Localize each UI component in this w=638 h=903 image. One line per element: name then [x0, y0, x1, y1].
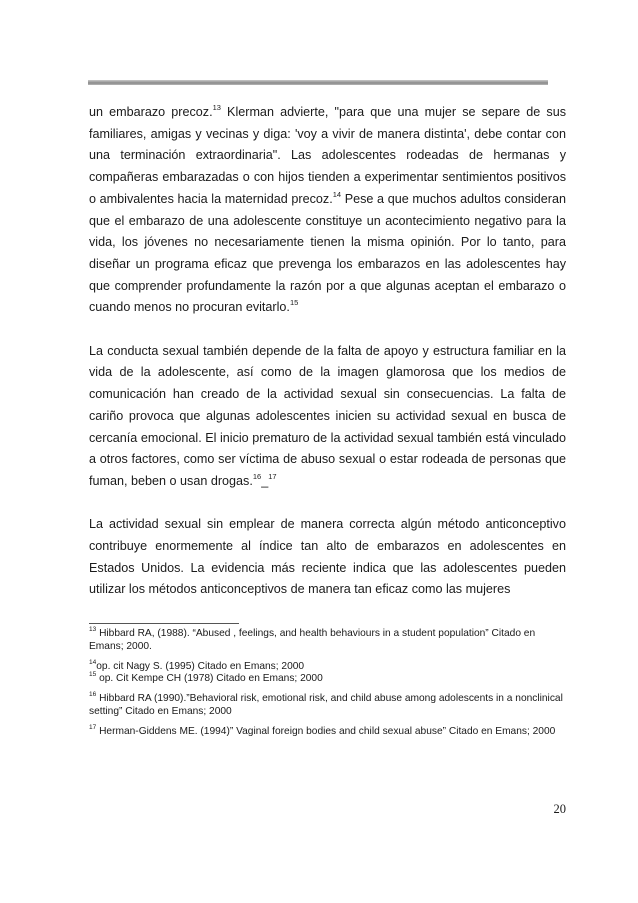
paragraph-text: La actividad sexual sin emplear de manera correcta algún método anticonceptivo contribuye enormemente al índice tan alto de embarazos en adolescentes en Estados Unidos. La evidencia más reciente indica que las adolescentes pueden utilizar los métodos anticonceptivos de manera tan eficaz como las mujeres	[89, 517, 566, 597]
footnote-number: 16	[89, 691, 97, 699]
footnote	[89, 723, 566, 739]
footnote	[89, 628, 566, 654]
footnote	[89, 658, 566, 674]
footnote-number: 17	[89, 723, 97, 731]
footnote-ref: 13	[212, 103, 221, 112]
footnote-number: 14	[89, 658, 97, 666]
paragraph-text: La conducta sexual también depende de la falta de apoyo y estructura familiar en la vida de la adolescente, así como de la imagen glamorosa que los medios de comunicación han creado de la actividad sexual sin consecuencias. La falta de cariño provoca que algunas adolescentes inicien su actividad sexual en busca de cercanía emocional. El inicio prematuro de la actividad sexual también está vinculado a otros factores, como ser víctima de abuso sexual o estar rodeada de personas que fuman, beben o usan drogas.	[89, 343, 566, 488]
paragraph	[89, 341, 566, 493]
footnote	[89, 693, 566, 719]
footnote-number: 15	[89, 671, 97, 679]
footnote-number: 13	[89, 626, 97, 633]
paragraph-text: Klerman advierte, "para que una mujer se separe de sus familiares, amigas y vecinas y diga: 'voy a vivir de manera distinta', debe contar con una terminación extraordinaria". Las adolescentes rodeadas de hermanas y compañeras embarazadas o con hijos tienden a experimentar sentimientos positivos o ambivalentes hacia la maternidad precoz.	[89, 105, 567, 206]
footnote-text: op. cit Nagy S. (1995) Citado en Emans; 2000	[96, 660, 305, 672]
footnote-text: Hibbard RA, (1988). “Abused , feelings, and health behaviours in a student population” Citado en Emans; 2000.	[89, 628, 536, 652]
footnote	[89, 673, 566, 686]
footnote-ref: 16	[252, 471, 262, 481]
footnote-ref: 14	[332, 189, 342, 199]
page-number: 20	[553, 802, 566, 816]
paragraph-text: _	[261, 473, 269, 488]
footnote-ref: 15	[289, 298, 299, 308]
body-text	[89, 102, 566, 601]
footnote-text: Hibbard RA (1990).”Behavioral risk, emotional risk, and child abuse among adolescents in a nonclinical setting” Citado en Emans; 2000	[89, 693, 563, 717]
paragraph	[89, 102, 566, 319]
footnote-ref: 17	[268, 471, 277, 481]
paragraph-text: Pese a que muchos adultos consideran que el embarazo de una adolescente constituye un acontecimiento negativo para la vida, los jóvenes no necesariamente tienen la misma opinión. Por lo tanto, para diseñar un programa eficaz que prevenga los embarazos en las adolescentes hay que comprender profundamente la razón por a que algunas aceptan el embarazo o cuando menos no procuran evitarlo.	[89, 191, 567, 315]
paragraph-text: un embarazo precoz.	[89, 105, 213, 119]
footnote-separator	[89, 623, 239, 624]
footnotes	[89, 628, 566, 746]
footnote-text: op. Cit Kempe CH (1978) Citado en Emans; 2000	[96, 673, 323, 685]
footnote-text: Herman-Giddens ME. (1994)” Vaginal foreign bodies and child sexual abuse” Citado en Emans; 2000	[96, 725, 556, 737]
paragraph	[89, 514, 566, 601]
header-rule	[88, 80, 548, 85]
